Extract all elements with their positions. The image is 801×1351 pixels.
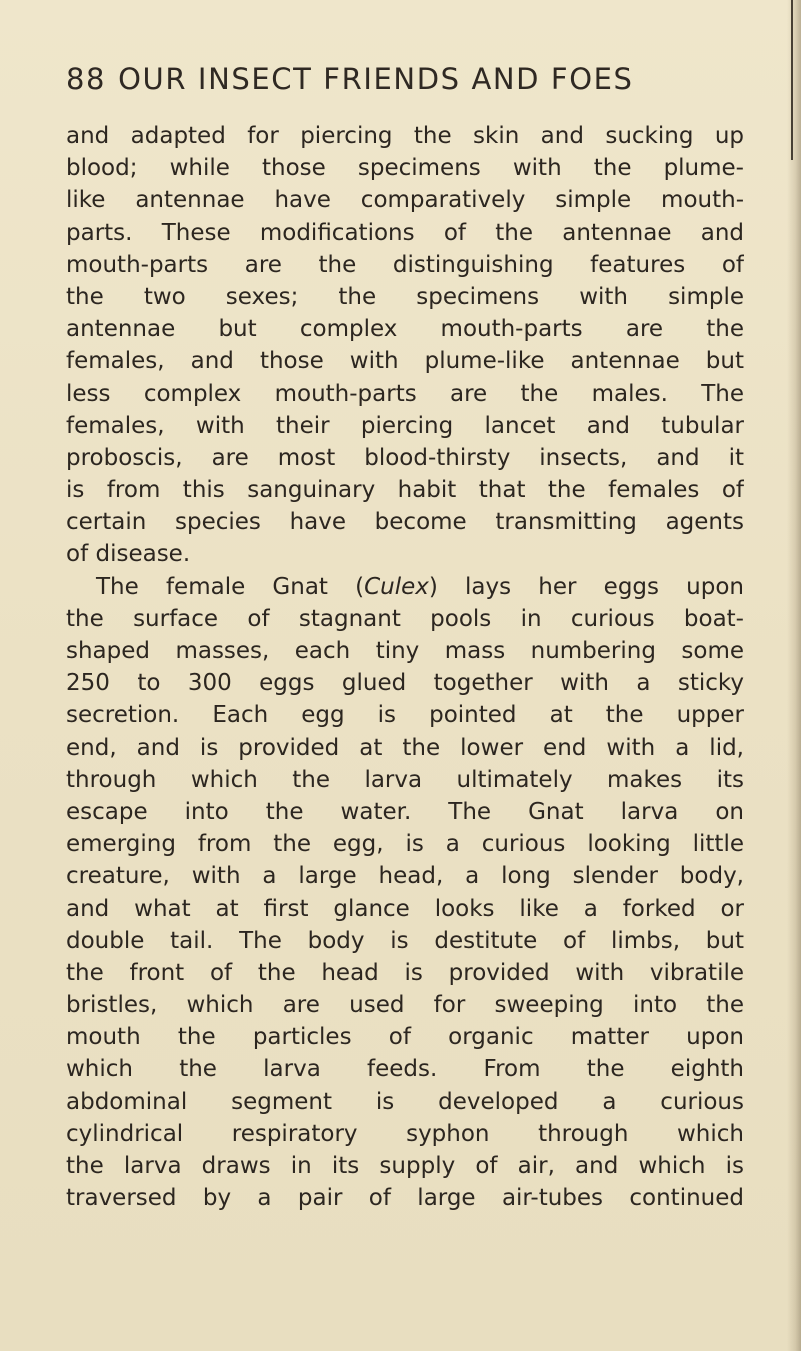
text-line: females, with their piercing lancet and tubular: [66, 412, 744, 439]
running-head: [66, 62, 746, 96]
running-title: OUR INSECT FRIENDS AND FOES: [118, 62, 634, 96]
text-line: double tail. The body is destitute of limbs, but: [66, 927, 744, 954]
text-line: creature, with a large head, a long slender body,: [66, 863, 744, 890]
text-line: mouth the particles of organic matter upon: [66, 1024, 744, 1051]
text-line: bristles, which are used for sweeping into the: [66, 992, 744, 1019]
text-line: which the larva feeds. From the eighth: [66, 1056, 744, 1083]
text-line: cylindrical respiratory syphon through which: [66, 1120, 744, 1147]
page-number: 88: [66, 62, 107, 96]
text-line: blood; while those specimens with the plume-: [66, 155, 744, 182]
text-line: traversed by a pair of large air-tubes continued: [66, 1185, 744, 1212]
text-line: females, and those with plume-like antennae but: [66, 348, 744, 375]
text-line: abdominal segment is developed a curious: [66, 1088, 744, 1115]
text-line: is from this sanguinary habit that the females of: [66, 477, 744, 504]
text-line: shaped masses, each tiny mass numbering some: [66, 638, 744, 664]
text-line: and what at first glance looks like a forked or: [66, 895, 744, 922]
text-line: proboscis, are most blood-thirsty insects, and it: [66, 444, 744, 471]
text-line: end, and is provided at the lower end with a lid,: [66, 734, 744, 761]
paragraph-start-line: [66, 571, 744, 603]
text-line: secretion. Each egg is pointed at the upper: [66, 702, 744, 729]
text-line: the larva draws in its supply of air, and which is: [66, 1153, 744, 1179]
text-line: emerging from the egg, is a curious looking little: [66, 831, 744, 858]
text-line: certain species have become transmitting agents: [66, 509, 744, 536]
text-line: less complex mouth-parts are the males. The: [66, 380, 744, 407]
page-edge-shadow: [787, 0, 801, 1351]
text-line: like antennae have comparatively simple mouth-: [66, 187, 744, 214]
page-edge-line: [791, 0, 793, 160]
line-text: ) lays her eggs upon: [428, 573, 744, 600]
text-line: and adapted for piercing the skin and sucking up: [66, 123, 744, 149]
paragraph-end-line: of disease.: [66, 541, 191, 568]
line-text: The female Gnat (: [96, 573, 365, 600]
text-line: antennae but complex mouth-parts are the: [66, 316, 744, 343]
text-line: the front of the head is provided with vibratile: [66, 959, 744, 986]
text-line: 250 to 300 eggs glued together with a sticky: [66, 670, 744, 697]
body-text: [66, 120, 744, 1214]
text-line: mouth-parts are the distinguishing features of: [66, 251, 744, 278]
text-line: escape into the water. The Gnat larva on: [66, 798, 744, 825]
text-line: through which the larva ultimately makes its: [66, 766, 744, 793]
text-line: the two sexes; the specimens with simple: [66, 283, 744, 310]
species-name: Culex: [364, 573, 429, 600]
text-line: the surface of stagnant pools in curious boat-: [66, 605, 744, 632]
text-line: parts. These modifications of the antennae and: [66, 219, 744, 246]
